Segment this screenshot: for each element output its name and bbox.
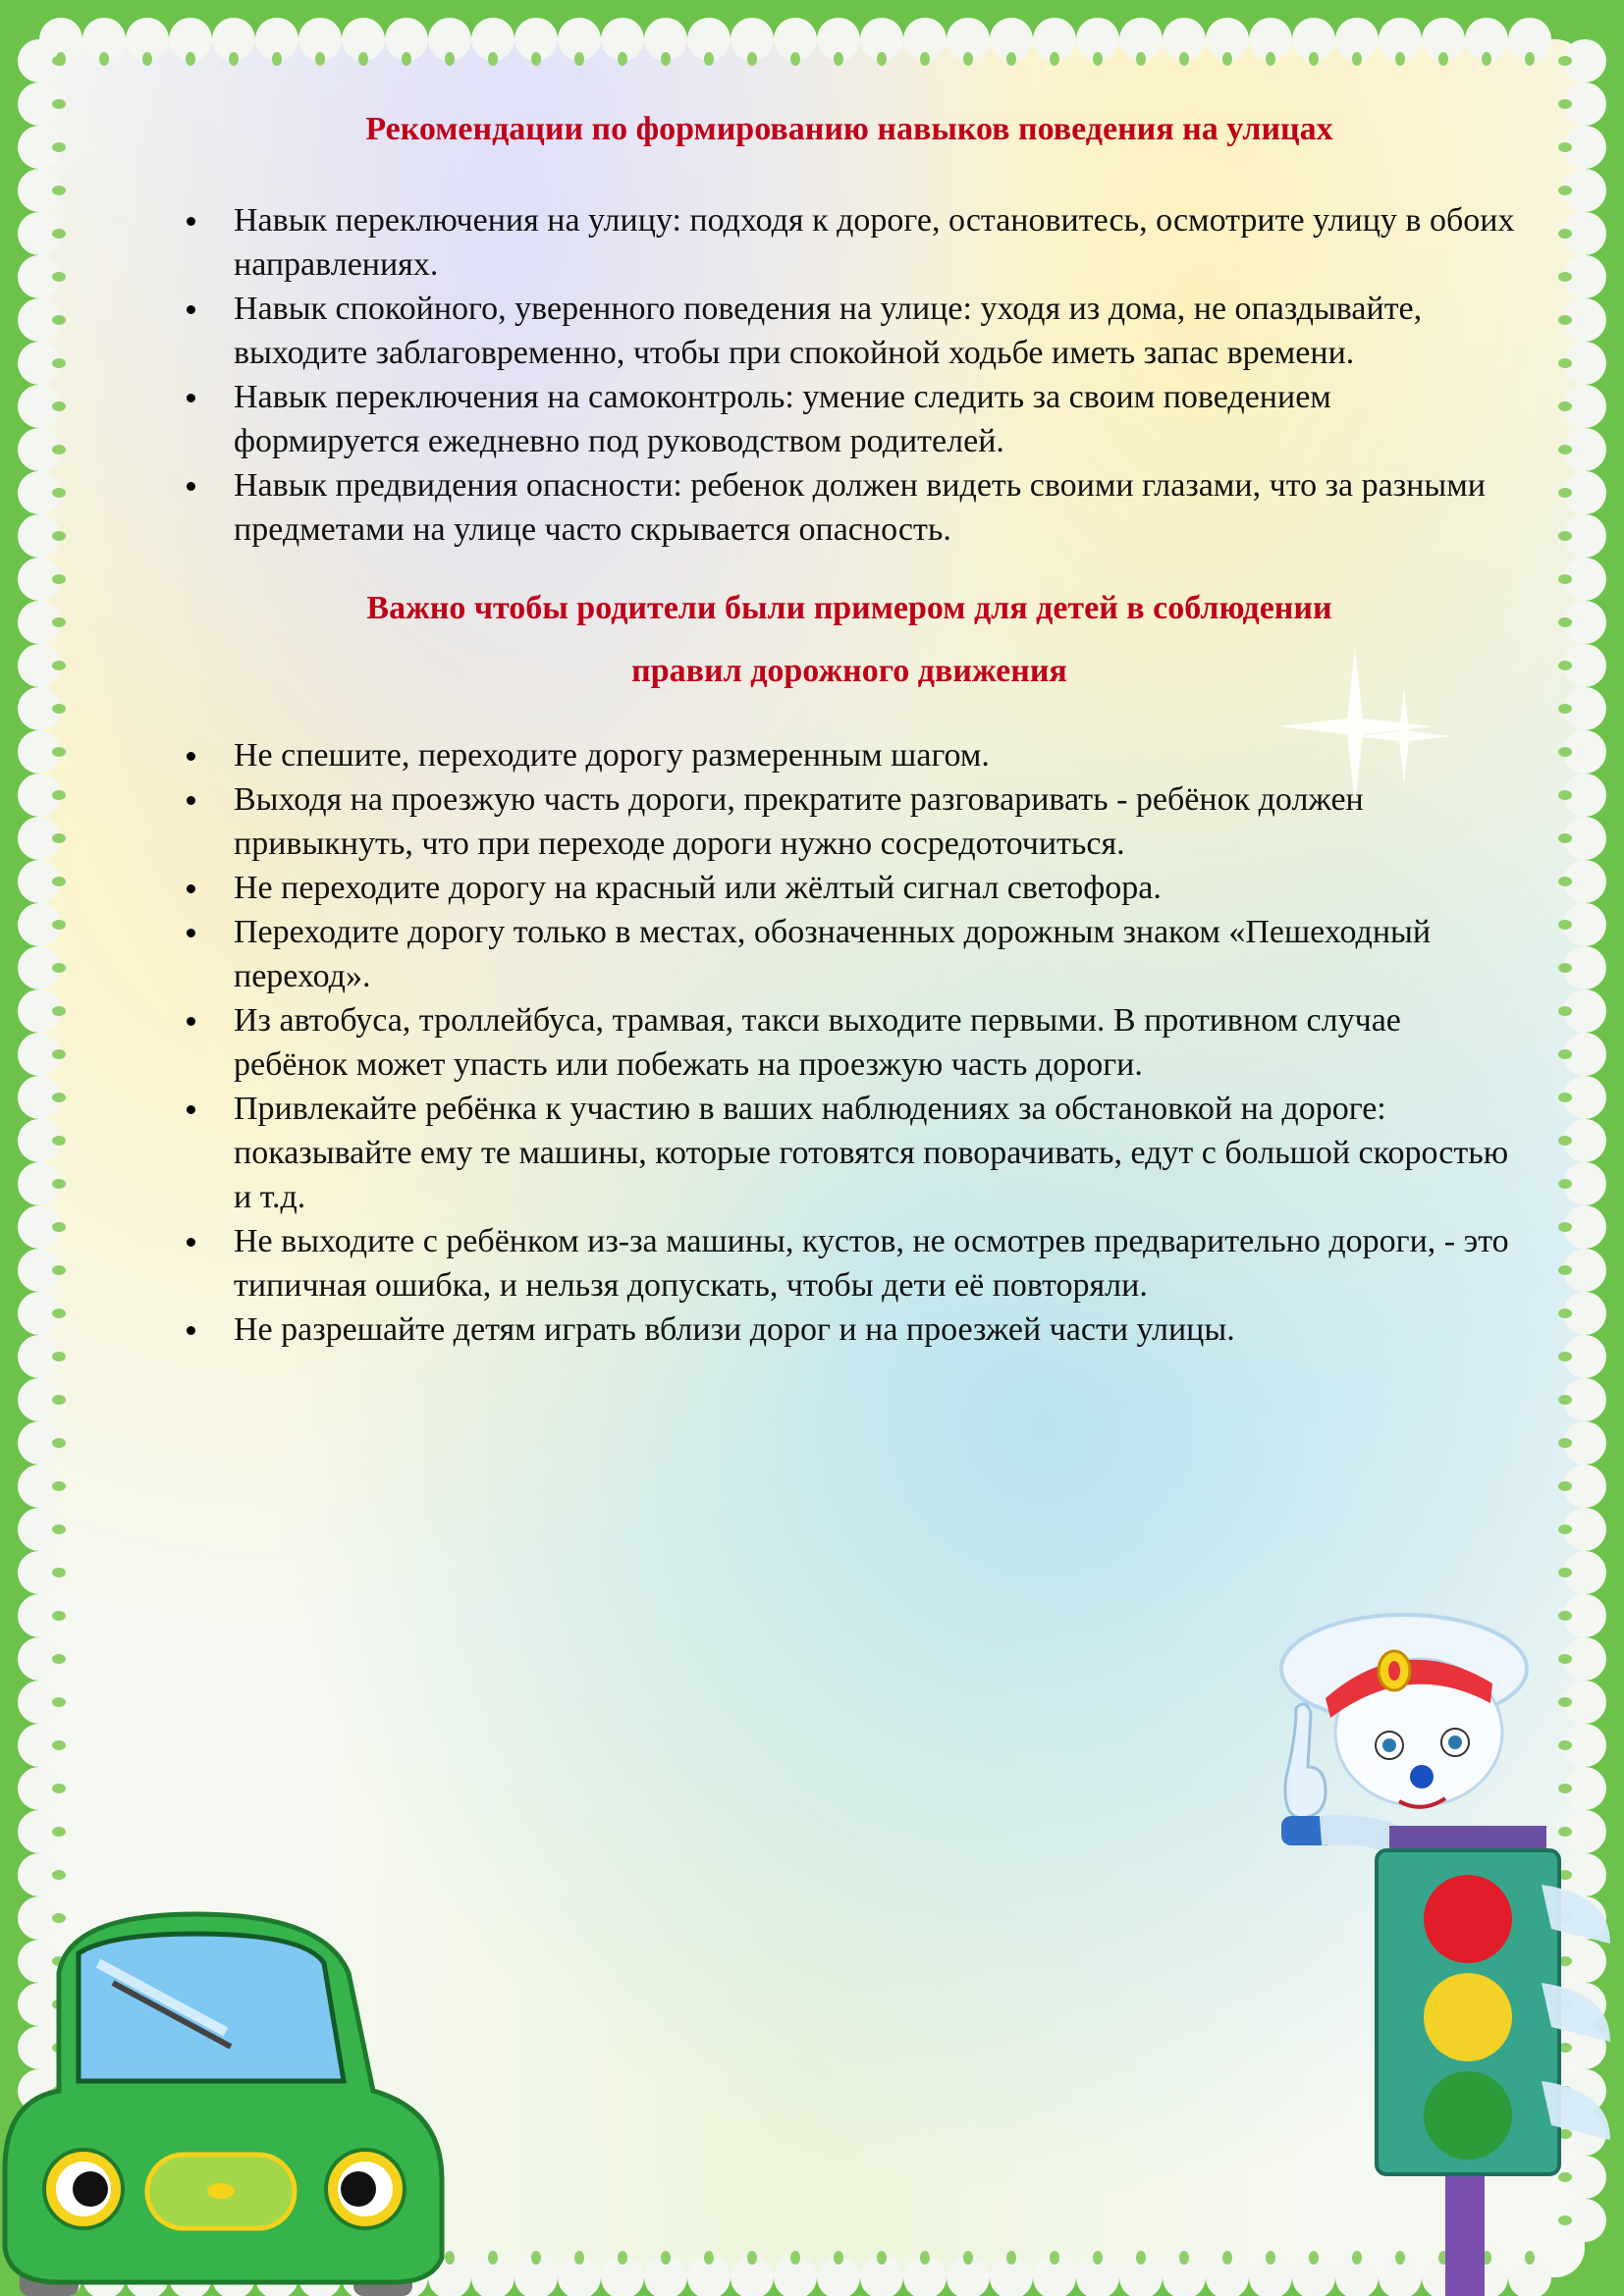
traffic-rule-item: [177, 910, 1522, 998]
street-skills-list: [177, 198, 1522, 552]
traffic-light-character-illustration: [1227, 1590, 1624, 2296]
street-skill-item: [177, 463, 1522, 552]
street-skill-item: [177, 198, 1522, 287]
bullet-icon: [187, 394, 195, 402]
list-item-text: Навык спокойного, уверенного поведения на улице: уходя из дома, не опаздывайте, выходите заблаговременно, чтобы при спокойной ходьбе иметь запас времени.: [234, 291, 1423, 372]
traffic-rule-item: [177, 1219, 1522, 1308]
traffic-rule-item: [177, 866, 1522, 910]
street-skill-item: [177, 375, 1522, 463]
list-item-text: Навык переключения на улицу: подходя к дороге, остановитесь, осмотрите улицу в обоих направлениях.: [234, 202, 1515, 284]
bullet-icon: [187, 1105, 195, 1114]
list-item-text: Привлекайте ребёнка к участию в ваших наблюдениях за обстановкой на дороге: показывайте ему те машины, которые готовятся поворачивать, едут с большой скоростью и т.д.: [234, 1090, 1509, 1215]
traffic-rule-item: [177, 998, 1522, 1087]
list-item-text: Не спешите, переходите дорогу размеренным шагом.: [234, 736, 990, 774]
bullet-icon: [187, 884, 195, 893]
section-heading-parents-example-line1: Важно чтобы родители были примером для детей в соблюдении: [366, 590, 1332, 627]
bullet-icon: [187, 1238, 195, 1247]
traffic-rule-item: [177, 733, 1522, 777]
list-item-text: Навык предвидения опасности: ребенок должен видеть своими глазами, что за разными предметами на улице часто скрывается опасность.: [234, 467, 1486, 549]
bullet-icon: [187, 1326, 195, 1335]
list-item-text: Навык переключения на самоконтроль: умение следить за своим поведением формируется ежедневно под руководством родителей.: [234, 379, 1331, 460]
traffic-rule-item: [177, 1087, 1522, 1219]
list-item-text: Выходя на проезжую часть дороги, прекратите разговаривать - ребёнок должен привыкнуть, что при переходе дороги нужно сосредоточиться.: [234, 780, 1364, 862]
document-content: [177, 98, 1522, 1352]
bullet-icon: [187, 1017, 195, 1026]
bullet-icon: [187, 796, 195, 805]
traffic-rule-item: [177, 777, 1522, 866]
bullet-icon: [187, 752, 195, 761]
traffic-rules-list: [177, 733, 1522, 1352]
list-item-text: Из автобуса, троллейбуса, трамвая, такси выходите первыми. В противном случае ребёнок может упасть или побежать на проезжую часть дороги.: [234, 1001, 1401, 1083]
section-heading-parents-example-line2: правил дорожного движения: [631, 653, 1067, 690]
traffic-rule-item: [177, 1308, 1522, 1352]
green-cartoon-car-illustration: [0, 1895, 452, 2296]
bullet-icon: [187, 217, 195, 226]
list-item-text: Не выходите с ребёнком из-за машины, кустов, не осмотрев предварительно дороги, - это типичная ошибка, и нельзя допускать, чтобы дети её повторяли.: [234, 1222, 1509, 1304]
street-skill-item: [177, 287, 1522, 375]
bullet-icon: [187, 482, 195, 491]
bullet-icon: [187, 305, 195, 314]
list-item-text: Переходите дорогу только в местах, обозначенных дорожным знаком «Пешеходный переход».: [234, 913, 1432, 994]
section-heading-street-skills: Рекомендации по формированию навыков поведения на улицах: [365, 111, 1333, 147]
list-item-text: Не переходите дорогу на красный или жёлтый сигнал светофора.: [234, 869, 1162, 906]
list-item-text: Не разрешайте детям играть вблизи дорог и на проезжей части улицы.: [234, 1310, 1235, 1348]
bullet-icon: [187, 929, 195, 937]
